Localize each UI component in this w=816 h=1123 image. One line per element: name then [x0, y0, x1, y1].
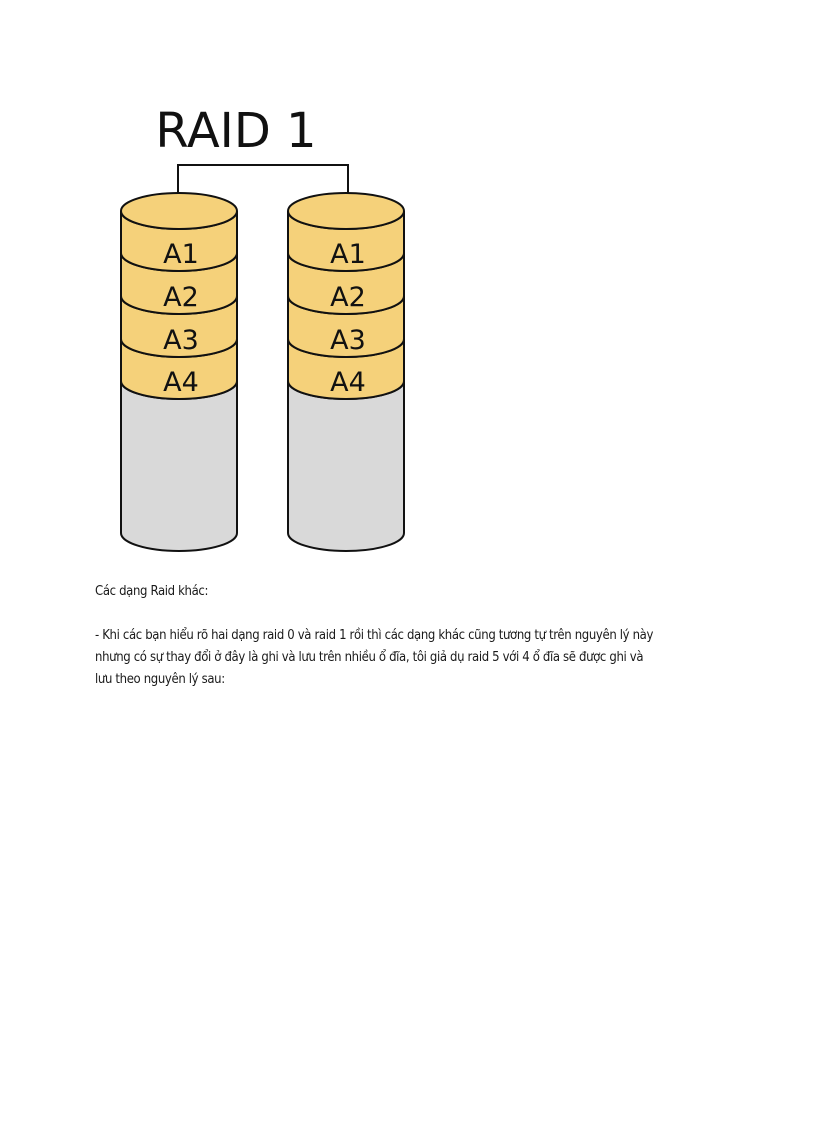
disk-left-label-a3: A3: [163, 325, 199, 356]
disk-left-label-a1: A1: [163, 239, 199, 270]
disk-left-empty-area: [121, 381, 237, 551]
disk-right-label-a4: A4: [330, 367, 366, 398]
disk-left-top: [121, 193, 237, 229]
disk-left-label-a2: A2: [163, 282, 199, 313]
disk-right-label-a3: A3: [330, 325, 366, 356]
section-heading: Các dạng Raid khác:: [95, 584, 209, 599]
disk-right-label-a1: A1: [330, 239, 366, 270]
disk-left-label-a4: A4: [163, 367, 199, 398]
disk-left: [121, 193, 237, 551]
paragraph-line-1: - Khi các bạn hiểu rõ hai dạng raid 0 và raid 1 rồi thì các dạng khác cũng tương tự trên nguyên lý này: [95, 628, 654, 643]
paragraph-line-2: nhưng có sự thay đổi ở đây là ghi và lưu trên nhiều ổ đĩa, tôi giả dụ raid 5 với 4 ổ đĩa sẽ được ghi và: [95, 650, 644, 665]
paragraph-line-3: lưu theo nguyên lý sau:: [95, 672, 225, 687]
raid1-diagram: [105, 95, 425, 555]
disk-right-empty-area: [288, 381, 404, 551]
body-text: [95, 581, 735, 691]
diagram-title: RAID 1: [155, 103, 317, 159]
disk-right-top: [288, 193, 404, 229]
disk-right: [288, 193, 404, 551]
disk-right-label-a2: A2: [330, 282, 366, 313]
